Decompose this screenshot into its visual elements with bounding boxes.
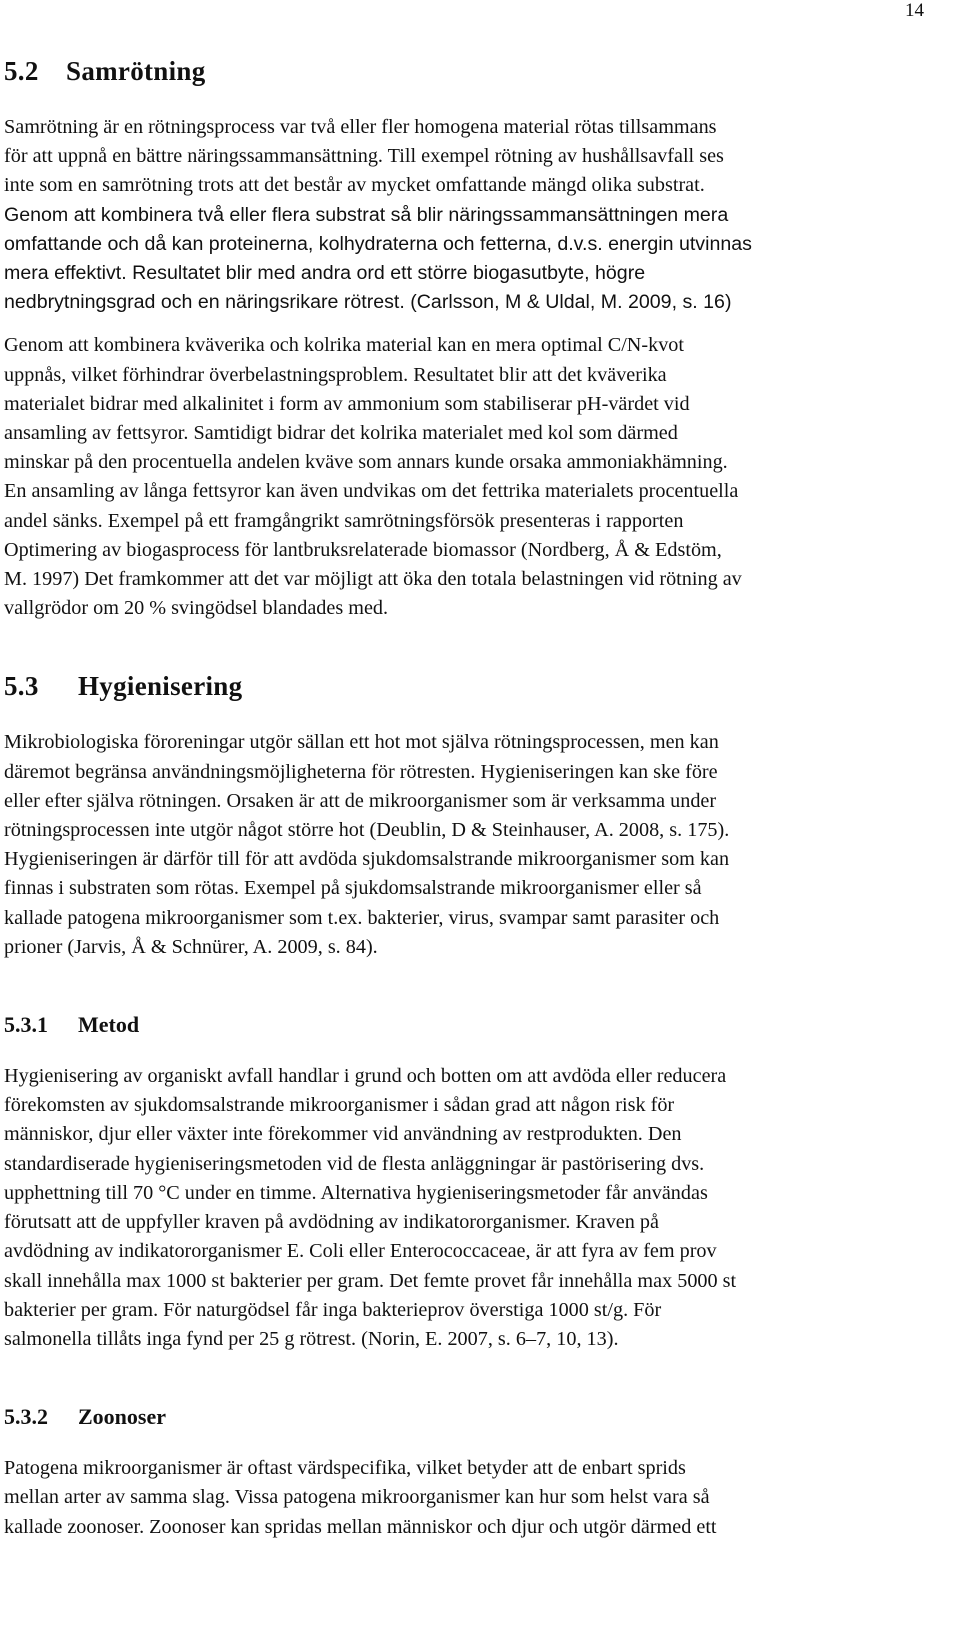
paragraph-hygienisering bbox=[4, 728, 928, 962]
text-line: Hygieniseringen är därför till för att avdöda sjukdomsalstrande mikroorganismer som kan bbox=[4, 848, 730, 871]
text-line: eller efter själva rötningen. Orsaken är att de mikroorganismer som är verksamma under bbox=[4, 789, 717, 812]
text-line: standardiserade hygieniseringsmetoden vid de flesta anläggningar är pastörisering dvs. bbox=[4, 1152, 705, 1175]
section-title: Samrötning bbox=[66, 56, 206, 86]
section-heading-5-3 bbox=[4, 671, 928, 702]
text-line: Patogena mikroorganismer är oftast värdspecifika, vilket betyder att de enbart sprids bbox=[4, 1457, 686, 1480]
document-body bbox=[4, 48, 928, 1542]
text-line: Genom att kombinera två eller flera substrat så blir näringssammansättningen mera bbox=[4, 203, 729, 226]
text-line: kallade zoonoser. Zoonoser kan spridas mellan människor och djur och utgör därmed ett bbox=[4, 1515, 717, 1538]
text-line: M. 1997) Det framkommer att det var möjligt att öka den totala belastningen vid rötning av bbox=[4, 568, 742, 591]
text-line: vallgrödor om 20 % svingödsel blandades med. bbox=[4, 597, 389, 620]
text-line: däremot begränsa användningsmöjligheterna för rötresten. Hygieniseringen kan ske före bbox=[4, 760, 718, 783]
text-line: Optimering av biogasprocess för lantbruksrelaterade biomassor (Nordberg, Å & Edstöm, bbox=[4, 538, 722, 561]
text-line: ansamling av fettsyror. Samtidigt bidrar det kolrika materialet med kol som därmed bbox=[4, 422, 678, 445]
text-line: andel sänks. Exempel på ett framgångrikt samrötningsförsök presenteras i rapporten bbox=[4, 509, 684, 532]
text-line: avdödning av indikatororganismer E. Coli eller Enterococcaceae, är att fyra av fem prov bbox=[4, 1240, 717, 1263]
text-line: finnas i substraten som rötas. Exempel på sjukdomsalstrande mikroorganismer eller så bbox=[4, 877, 702, 900]
text-line: upphettning till 70 °C under en timme. Alternativa hygieniseringsmetoder får användas bbox=[4, 1181, 708, 1204]
text-line: Hygienisering av organiskt avfall handlar i grund och botten om att avdöda eller reducera bbox=[4, 1065, 727, 1088]
paragraph-zoonoser bbox=[4, 1454, 928, 1542]
text-line: Samrötning är en rötningsprocess var två eller fler homogena material rötas tillsammans bbox=[4, 116, 717, 138]
text-line: inte som en samrötning trots att det består av mycket omfattande mängd olika substrat. bbox=[4, 174, 705, 197]
text-line: människor, djur eller växter inte förekommer vid användning av restprodukten. Den bbox=[4, 1123, 682, 1146]
text-line: för att uppnå en bättre näringssammansättning. Till exempel rötning av hushållsavfall ses bbox=[4, 145, 724, 168]
text-line: mellan arter av samma slag. Vissa patogena mikroorganismer kan hur som helst vara så bbox=[4, 1486, 710, 1509]
text-line: Mikrobiologiska föroreningar utgör sällan ett hot mot själva rötningsprocessen, men kan bbox=[4, 731, 719, 754]
paragraph-samrotning-intro bbox=[4, 113, 928, 317]
text-line: mera effektivt. Resultatet blir med andra ord ett större biogasutbyte, högre bbox=[4, 262, 646, 285]
section-title: Zoonoser bbox=[78, 1404, 166, 1430]
section-number: 5.3.2 bbox=[4, 1404, 48, 1430]
text-line: materialet bidrar med alkalinitet i form av ammonium som stabiliserar pH-värdet vid bbox=[4, 392, 690, 415]
page-number: 14 bbox=[905, 0, 924, 21]
text-line: omfattande och då kan proteinerna, kolhydraterna och fetterna, d.v.s. energin utvinnas bbox=[4, 232, 752, 255]
section-number: 5.3 bbox=[4, 671, 39, 702]
text-line: salmonella tillåts inga fynd per 25 g rötrest. (Norin, E. 2007, s. 6–7, 10, 13). bbox=[4, 1327, 619, 1350]
text-line: minskar på den procentuella andelen kväve som annars kunde orsaka ammoniakhämning. bbox=[4, 451, 728, 474]
section-heading-5-3-1 bbox=[4, 1012, 928, 1038]
text-line: rötningsprocessen inte utgör något större hot (Deublin, D & Steinhauser, A. 2008, s. 175). bbox=[4, 819, 730, 842]
paragraph-kvaverika bbox=[4, 331, 928, 623]
section-heading-5-2 bbox=[4, 56, 928, 87]
section-title: Metod bbox=[78, 1012, 140, 1038]
text-line: skall innehålla max 1000 st bakterier per gram. Det femte provet får innehålla max 5000 st bbox=[4, 1269, 737, 1292]
text-line: prioner (Jarvis, Å & Schnürer, A. 2009, s. 84). bbox=[4, 935, 378, 958]
text-line: förekomsten av sjukdomsalstrande mikroorganismer i sådan grad att någon risk för bbox=[4, 1094, 675, 1117]
text-line: bakterier per gram. För naturgödsel får inga bakterieprov överstiga 1000 st/g. För bbox=[4, 1298, 662, 1321]
text-line: nedbrytningsgrad och en näringsrikare rötrest. (Carlsson, M & Uldal, M. 2009, s. 16) bbox=[4, 291, 732, 314]
text-line: Genom att kombinera kväverika och kolrika material kan en mera optimal C/N-kvot bbox=[4, 334, 684, 357]
text-line: kallade patogena mikroorganismer som t.ex. bakterier, virus, svampar samt parasiter och bbox=[4, 906, 720, 929]
section-number: 5.2 bbox=[4, 56, 39, 86]
paragraph-metod bbox=[4, 1062, 928, 1354]
section-number: 5.3.1 bbox=[4, 1012, 48, 1038]
section-heading-5-3-2 bbox=[4, 1404, 928, 1430]
text-line: förutsatt att de uppfyller kraven på avdödning av indikatororganismer. Kraven på bbox=[4, 1211, 659, 1234]
text-line: En ansamling av långa fettsyror kan även undvikas om det fettrika materialets procentuella bbox=[4, 480, 739, 503]
text-line: uppnås, vilket förhindrar överbelastningsproblem. Resultatet blir att det kväverika bbox=[4, 363, 667, 386]
section-title: Hygienisering bbox=[78, 671, 243, 702]
